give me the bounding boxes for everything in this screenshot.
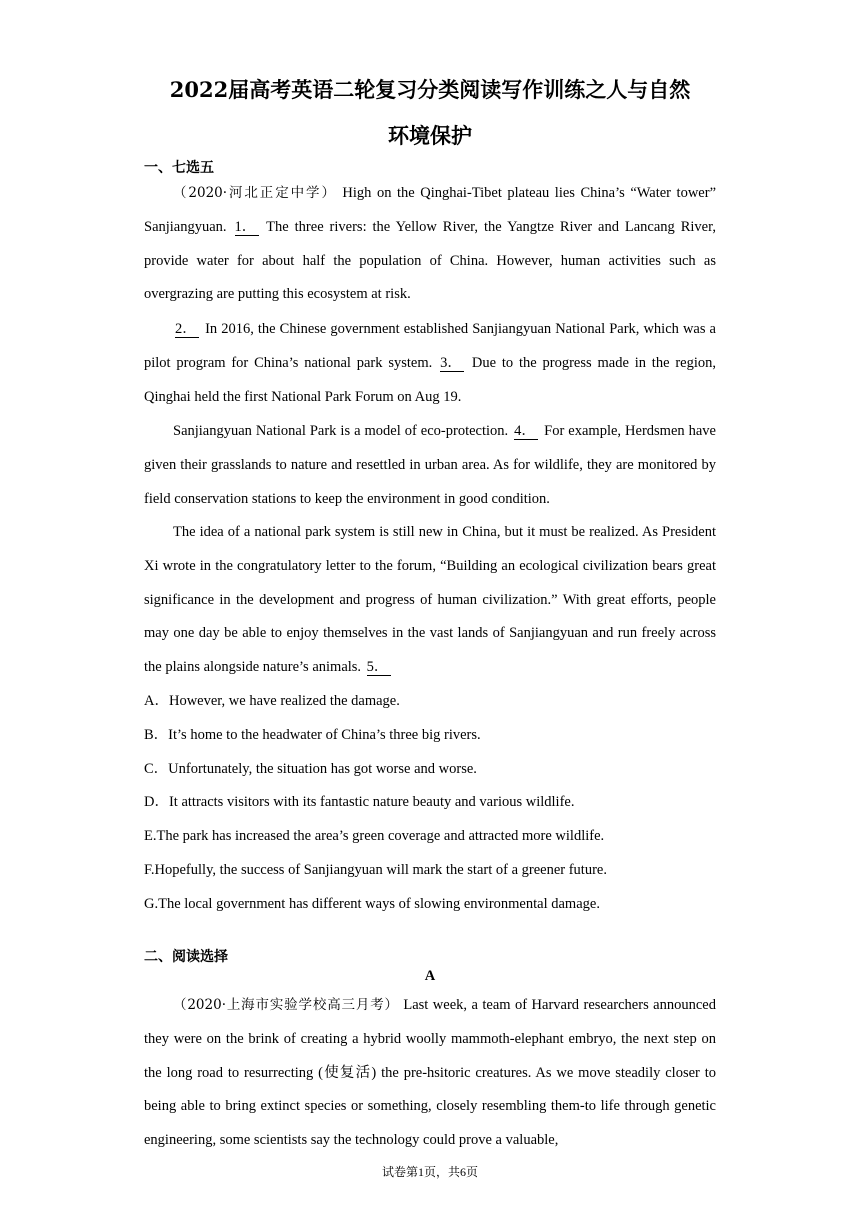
source-citation: （2020·上海市实验学校高三月考） [173,997,399,1013]
section1-paragraph-3 [144,415,716,516]
passage-label: A [424,968,436,984]
section2-heading: 二、阅读选择 [144,949,228,965]
option-g: G.The local government has different ways of slowing environmental damage. [144,895,600,912]
paragraph-text: Sanjiangyuan National Park is a model of eco-protection. [173,423,509,439]
paragraph-text: The three rivers: the Yellow River, the Yangtze River and Lancang River, provide water for about half the population of China. However, human activities such as overgrazing are putting this ecosystem at risk. [144,218,716,303]
paragraph-text: High on the Qinghai-Tibet plateau lies China’s “Water tower” Sanjiangyuan. [144,185,716,235]
blank-2[interactable]: 2． [175,321,199,338]
blank-5[interactable]: 5． [367,659,391,676]
document-title-line2: 环境保护 [388,123,472,148]
section2-paragraph-1 [144,989,716,1158]
paragraph-text: Due to the progress made in the region, Qinghai held the first National Park Forum on Aug 19. [144,354,717,405]
section1-heading: 一、七选五 [144,160,214,176]
paragraph-text: Last week, a team of Harvard researchers announced they were on the brink of creating a hybrid woolly mammoth-elephant embryo, the next step on the long road to resurrecting (使复活) the pre-hsitoric creatures. As we move steadily closer to being able to bring extinct species or something, closely resembling them-to life through genetic engineering, some scientists say the technology could prove a valuable, [144,997,716,1149]
option-a: A．However, we have realized the damage. [144,693,400,709]
blank-4[interactable]: 4． [514,423,538,440]
section1-paragraph-1 [144,177,716,312]
section1-paragraph-4 [144,516,716,685]
blank-1[interactable]: 1． [235,219,259,236]
option-f: F.Hopefully, the success of Sanjiangyuan will mark the start of a greener future. [144,861,607,878]
option-d: D．It attracts visitors with its fantastic nature beauty and various wildlife. [144,794,575,811]
section1-paragraph-2 [144,313,716,414]
options-list [144,685,716,922]
option-e: E.The park has increased the area’s green coverage and attracted more wildlife. [144,828,605,845]
paragraph-text: The idea of a national park system is still new in China, but it must be realized. As President Xi wrote in the congratulatory letter to the forum, “Building an ecological civilization bears great significance in the development and progress of human civilization.” With great efforts, people may one day be able to enjoy themselves in the vast lands of Sanjiangyuan and run freely across the plains alongside nature’s animals. [144,524,716,676]
page-footer: 试卷第1页，共6页 [381,1165,478,1179]
source-citation: （2020·河北正定中学） [173,185,337,201]
document-title-line1: 2022届高考英语二轮复习分类阅读写作训练之人与自然 [169,77,691,102]
option-c: C．Unfortunately, the situation has got worse and worse. [144,760,477,777]
option-b: B．It’s home to the headwater of China’s three big rivers. [144,726,481,743]
paragraph-text: In 2016, the Chinese government established Sanjiangyuan National Park, which was a pilot program for China’s national park system. [144,321,716,371]
blank-3[interactable]: 3． [440,355,464,372]
paragraph-text: For example, Herdsmen have given their grasslands to nature and resettled in urban area. As for wildlife, they are monitored by field conservation stations to keep the environment in good condition. [144,423,716,507]
